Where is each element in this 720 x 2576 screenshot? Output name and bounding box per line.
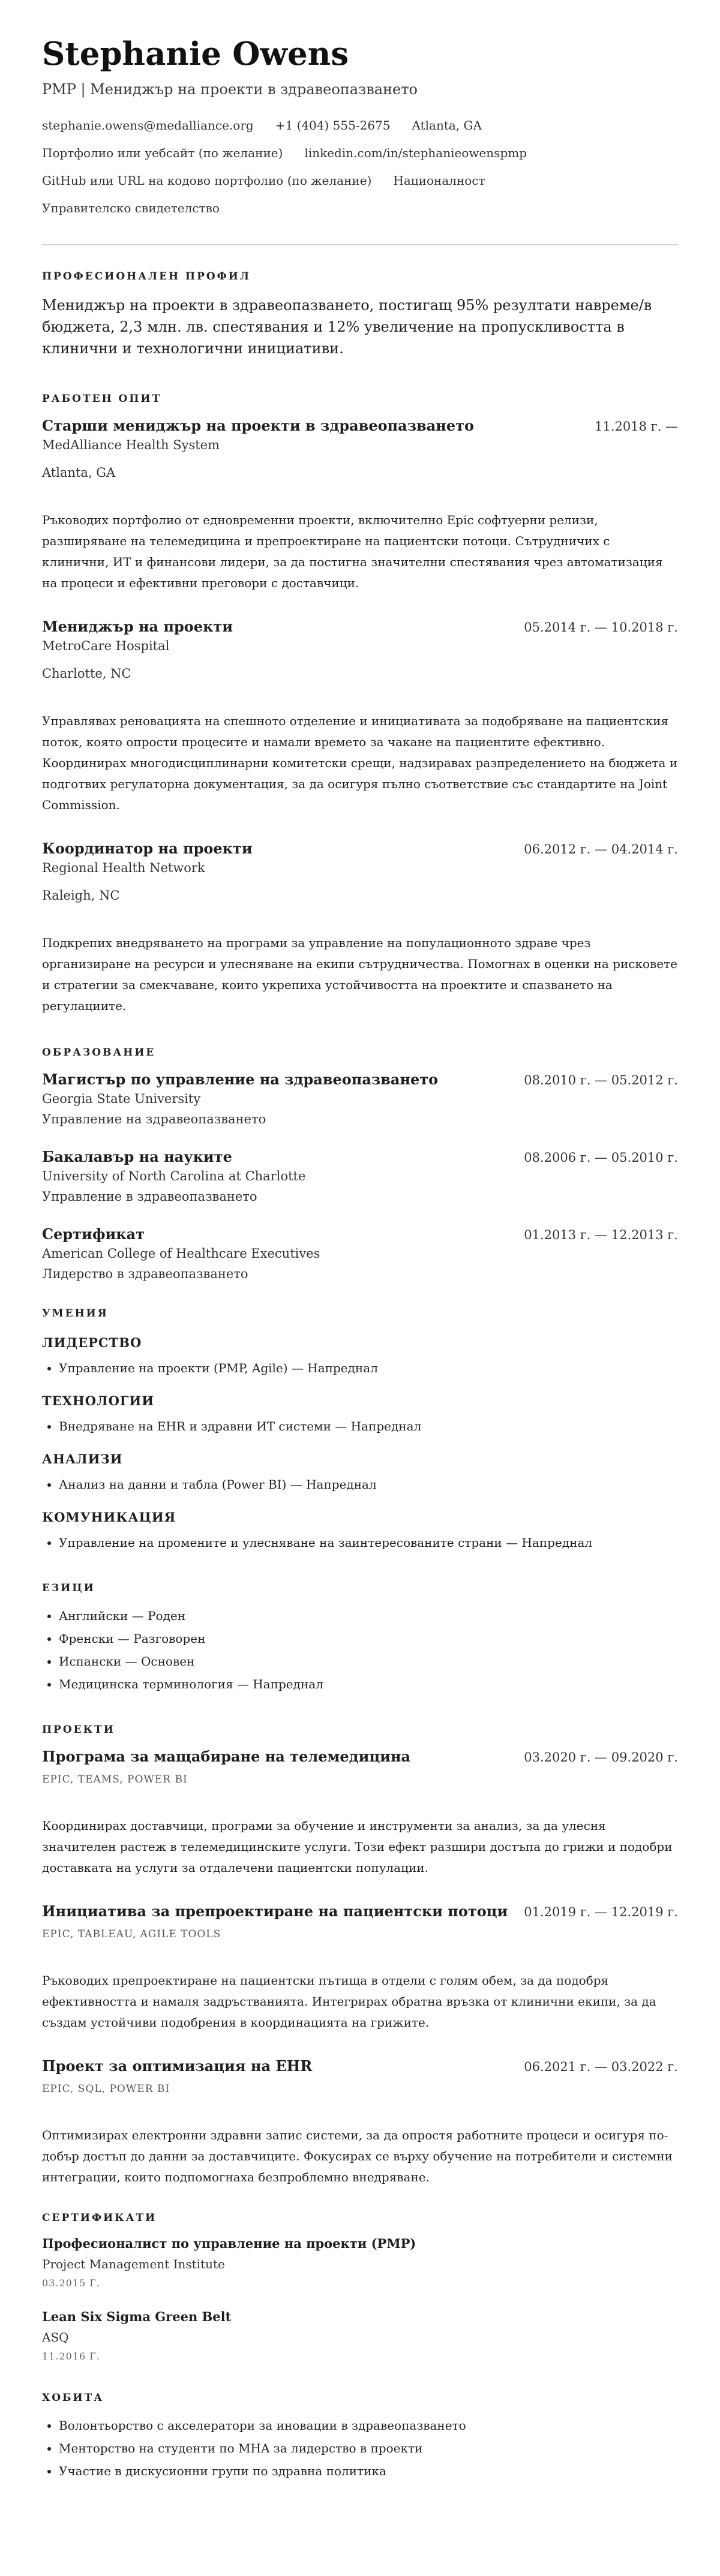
school-name: University of North Carolina at Charlotte	[42, 1168, 306, 1183]
certification-name: Lean Six Sigma Green Belt	[42, 2309, 232, 2324]
project-entry	[42, 2057, 678, 2188]
profile-section-title: ПРОФЕСИОНАЛЕН ПРОФИЛ	[42, 270, 251, 282]
job-description: Управлявах реновацията на спешното отделение и инициативата за подобряване на пациентския поток, която опрости процесите и намали времето за чакане на пациентите ефективно. Координирах многодисциплинарни комитетски срещи, надзиравах разпределението на бюджета и подготвих регулаторна документация, за да осигуря пълно съответствие със стандартите на Joint Commission.	[42, 713, 678, 812]
project-title: Инициатива за препроектиране на пациентски потоци	[42, 1902, 508, 1920]
portfolio-link[interactable]: Портфолио или уебсайт (по желание)	[42, 145, 283, 160]
school-name: American College of Healthcare Executives	[42, 1246, 320, 1261]
job-date: 05.2014 г. — 10.2018 г.	[524, 620, 678, 635]
language-list	[42, 1606, 678, 1694]
candidate-name: Stephanie Owens	[42, 35, 349, 73]
education-entry	[42, 1071, 678, 1126]
github-link[interactable]: GitHub или URL на кодово портфолио (по желание)	[42, 173, 372, 188]
experience-entry	[42, 618, 678, 816]
location: Atlanta, GA	[412, 118, 482, 133]
job-location: Atlanta, GA	[42, 465, 116, 480]
job-description: Ръководих портфолио от едновременни проекти, включително Epic софтуерни релизи, разширяване на телемедицина и препроектиране на пациентски потоци. Сътрудничих с клинични, ИТ и финансови лидери, за да постигна значителни спестявания чрез автоматизация на процеси и ефективни преговори с доставчици.	[42, 512, 663, 590]
projects-section-title: ПРОЕКТИ	[42, 1723, 115, 1736]
language-item: • Медицинска терминология — Напреднал	[59, 1675, 678, 1694]
education-entry	[42, 1148, 678, 1204]
header-divider	[42, 244, 678, 245]
skill-group-title: КОМУНИКАЦИЯ	[42, 1509, 176, 1525]
field-of-study: Управление в здравеопазването	[42, 1189, 257, 1204]
project-description: Координирах доставчици, програми за обучение и инструменти за анализ, за да улесня значителен растеж в телемедицинските услуги. Този ефект разшири достъпа до грижи и подобри доставката на услуги за отдалечени пациентски популации.	[42, 1818, 673, 1875]
hobbies-section-title: ХОБИТА	[42, 2391, 104, 2404]
degree-title: Сертификат	[42, 1225, 145, 1243]
project-date: 01.2019 г. — 12.2019 г.	[524, 1904, 678, 1919]
language-item: • Английски — Роден	[59, 1606, 678, 1625]
email-link[interactable]: stephanie.owens@medalliance.org	[42, 118, 254, 133]
skill-list	[42, 1475, 678, 1494]
certification-name: Професионалист по управление на проекти (PMP)	[42, 2235, 416, 2251]
project-description: Оптимизирах електронни здравни запис системи, за да опростя работните процеси и осигуря по-добър достъп до данни за доставчиците. Фокусирах се върху обучение на потребители и системни интеграции, които подпомогнаха безпроблемно внедряване.	[42, 2127, 673, 2184]
languages-section-title: ЕЗИЦИ	[42, 1582, 95, 1594]
job-title: Старши мениджър на проекти в здравеопазването	[42, 416, 474, 434]
project-tech: EPIC, TABLEAU, AGILE TOOLS	[42, 1928, 221, 1940]
job-date: 06.2012 г. — 04.2014 г.	[524, 841, 678, 856]
project-entry	[42, 1748, 678, 1878]
skill-group-title: ТЕХНОЛОГИИ	[42, 1393, 155, 1408]
experience-section-title: РАБОТЕН ОПИТ	[42, 392, 162, 405]
phone-number: +1 (404) 555-2675	[275, 118, 391, 133]
skill-item: • Анализ на данни и табла (Power BI) — Напреднал	[59, 1475, 678, 1494]
certification-issuer: Project Management Institute	[42, 2256, 225, 2271]
project-entry	[42, 1902, 678, 2033]
job-description: Подкрепих внедряването на програми за управление на популационното здраве чрез организиране на ресурси и улесняване на екипи сътрудничества. Помогнах в оценки на рисковете и стратегии за смекчаване, които укрепиха устойчивостта на проектите и спазването на регулациите.	[42, 935, 678, 1013]
experience-entry	[42, 417, 678, 594]
project-description: Ръководих препроектиране на пациентски пътища в отдели с голям обем, за да подобря ефективността и намаля задръстванията. Интегрирах обратна връзка от клинични екипи, за да създам устойчиви подобрения в координацията на грижите.	[42, 1973, 656, 2030]
project-date: 03.2020 г. — 09.2020 г.	[524, 1750, 678, 1765]
profile-text: Мениджър на проекти в здравеопазването, постигащ 95% резултати навреме/в бюджета, 2,3 млн. лв. спестявания и 12% увеличение на пропускливостта в клинични и технологични инициативи.	[42, 296, 652, 357]
skill-item: • Управление на проекти (PMP, Agile) — Напреднал	[59, 1358, 678, 1378]
hobby-list	[42, 2416, 678, 2481]
education-entry	[42, 1225, 678, 1281]
certification-entry	[42, 2236, 678, 2289]
license-row	[42, 201, 678, 215]
job-employer: MetroCare Hospital	[42, 638, 170, 653]
skill-group-title: АНАЛИЗИ	[42, 1451, 123, 1466]
degree-title: Бакалавър на науките	[42, 1147, 232, 1165]
job-employer: MedAlliance Health System	[42, 437, 220, 452]
project-date: 06.2021 г. — 03.2022 г.	[524, 2059, 678, 2074]
skill-list	[42, 1358, 678, 1378]
field-of-study: Лидерство в здравеопазването	[42, 1266, 248, 1281]
field-of-study: Управление на здравеопазването	[42, 1111, 266, 1126]
project-tech: EPIC, SQL, POWER BI	[42, 2082, 170, 2095]
certification-date: 03.2015 Г.	[42, 2277, 100, 2289]
language-item: • Френски — Разговорен	[59, 1629, 678, 1648]
skills-section-title: УМЕНИЯ	[42, 1307, 109, 1319]
hobby-item: • Менторство на студенти по MHA за лидерство в проекти	[59, 2439, 678, 2458]
project-title: Проект за оптимизация на EHR	[42, 2057, 313, 2075]
license: Управителско свидетелство	[42, 200, 220, 215]
experience-entry	[42, 840, 678, 1017]
job-employer: Regional Health Network	[42, 860, 205, 875]
education-date: 01.2013 г. — 12.2013 г.	[524, 1227, 678, 1242]
certification-entry	[42, 2309, 678, 2362]
project-title: Програма за мащабиране на телемедицина	[42, 1747, 411, 1765]
project-tech: EPIC, TEAMS, POWER BI	[42, 1773, 188, 1786]
skill-list	[42, 1417, 678, 1436]
skill-item: • Внедряване на EHR и здравни ИТ системи — Напреднал	[59, 1417, 678, 1436]
job-date: 11.2018 г. —	[595, 419, 678, 434]
job-title: Координатор на проекти	[42, 839, 253, 857]
nationality: Националност	[393, 173, 485, 188]
language-item: • Испански — Основен	[59, 1652, 678, 1671]
job-location: Charlotte, NC	[42, 666, 131, 681]
linkedin-link[interactable]: linkedin.com/in/stephanieowenspmp	[304, 145, 527, 160]
hobby-item: • Участие в дискусионни групи по здравна политика	[59, 2461, 678, 2481]
job-location: Raleigh, NC	[42, 888, 120, 903]
school-name: Georgia State University	[42, 1091, 201, 1106]
skill-list	[42, 1533, 678, 1552]
certifications-section-title: СЕРТИФИКАТИ	[42, 2211, 157, 2224]
skill-group-title: ЛИДЕРСТВО	[42, 1334, 142, 1350]
job-title: Мениджър на проекти	[42, 617, 233, 635]
hobby-item: • Волонтьорство с акселератори за иновации в здравеопазването	[59, 2416, 678, 2435]
links-row-2	[42, 173, 678, 188]
candidate-subtitle: PMP | Мениджър на проекти в здравеопазването	[42, 80, 418, 98]
certification-issuer: ASQ	[42, 2329, 69, 2344]
contact-row	[42, 118, 678, 133]
education-section-title: ОБРАЗОВАНИЕ	[42, 1046, 156, 1059]
links-row	[42, 146, 678, 160]
education-date: 08.2010 г. — 05.2012 г.	[524, 1072, 678, 1087]
skill-item: • Управление на промените и улесняване на заинтересованите страни — Напреднал	[59, 1533, 678, 1552]
certification-date: 11.2016 Г.	[42, 2350, 100, 2362]
degree-title: Магистър по управление на здравеопазването	[42, 1070, 439, 1088]
education-date: 08.2006 г. — 05.2010 г.	[524, 1150, 678, 1165]
